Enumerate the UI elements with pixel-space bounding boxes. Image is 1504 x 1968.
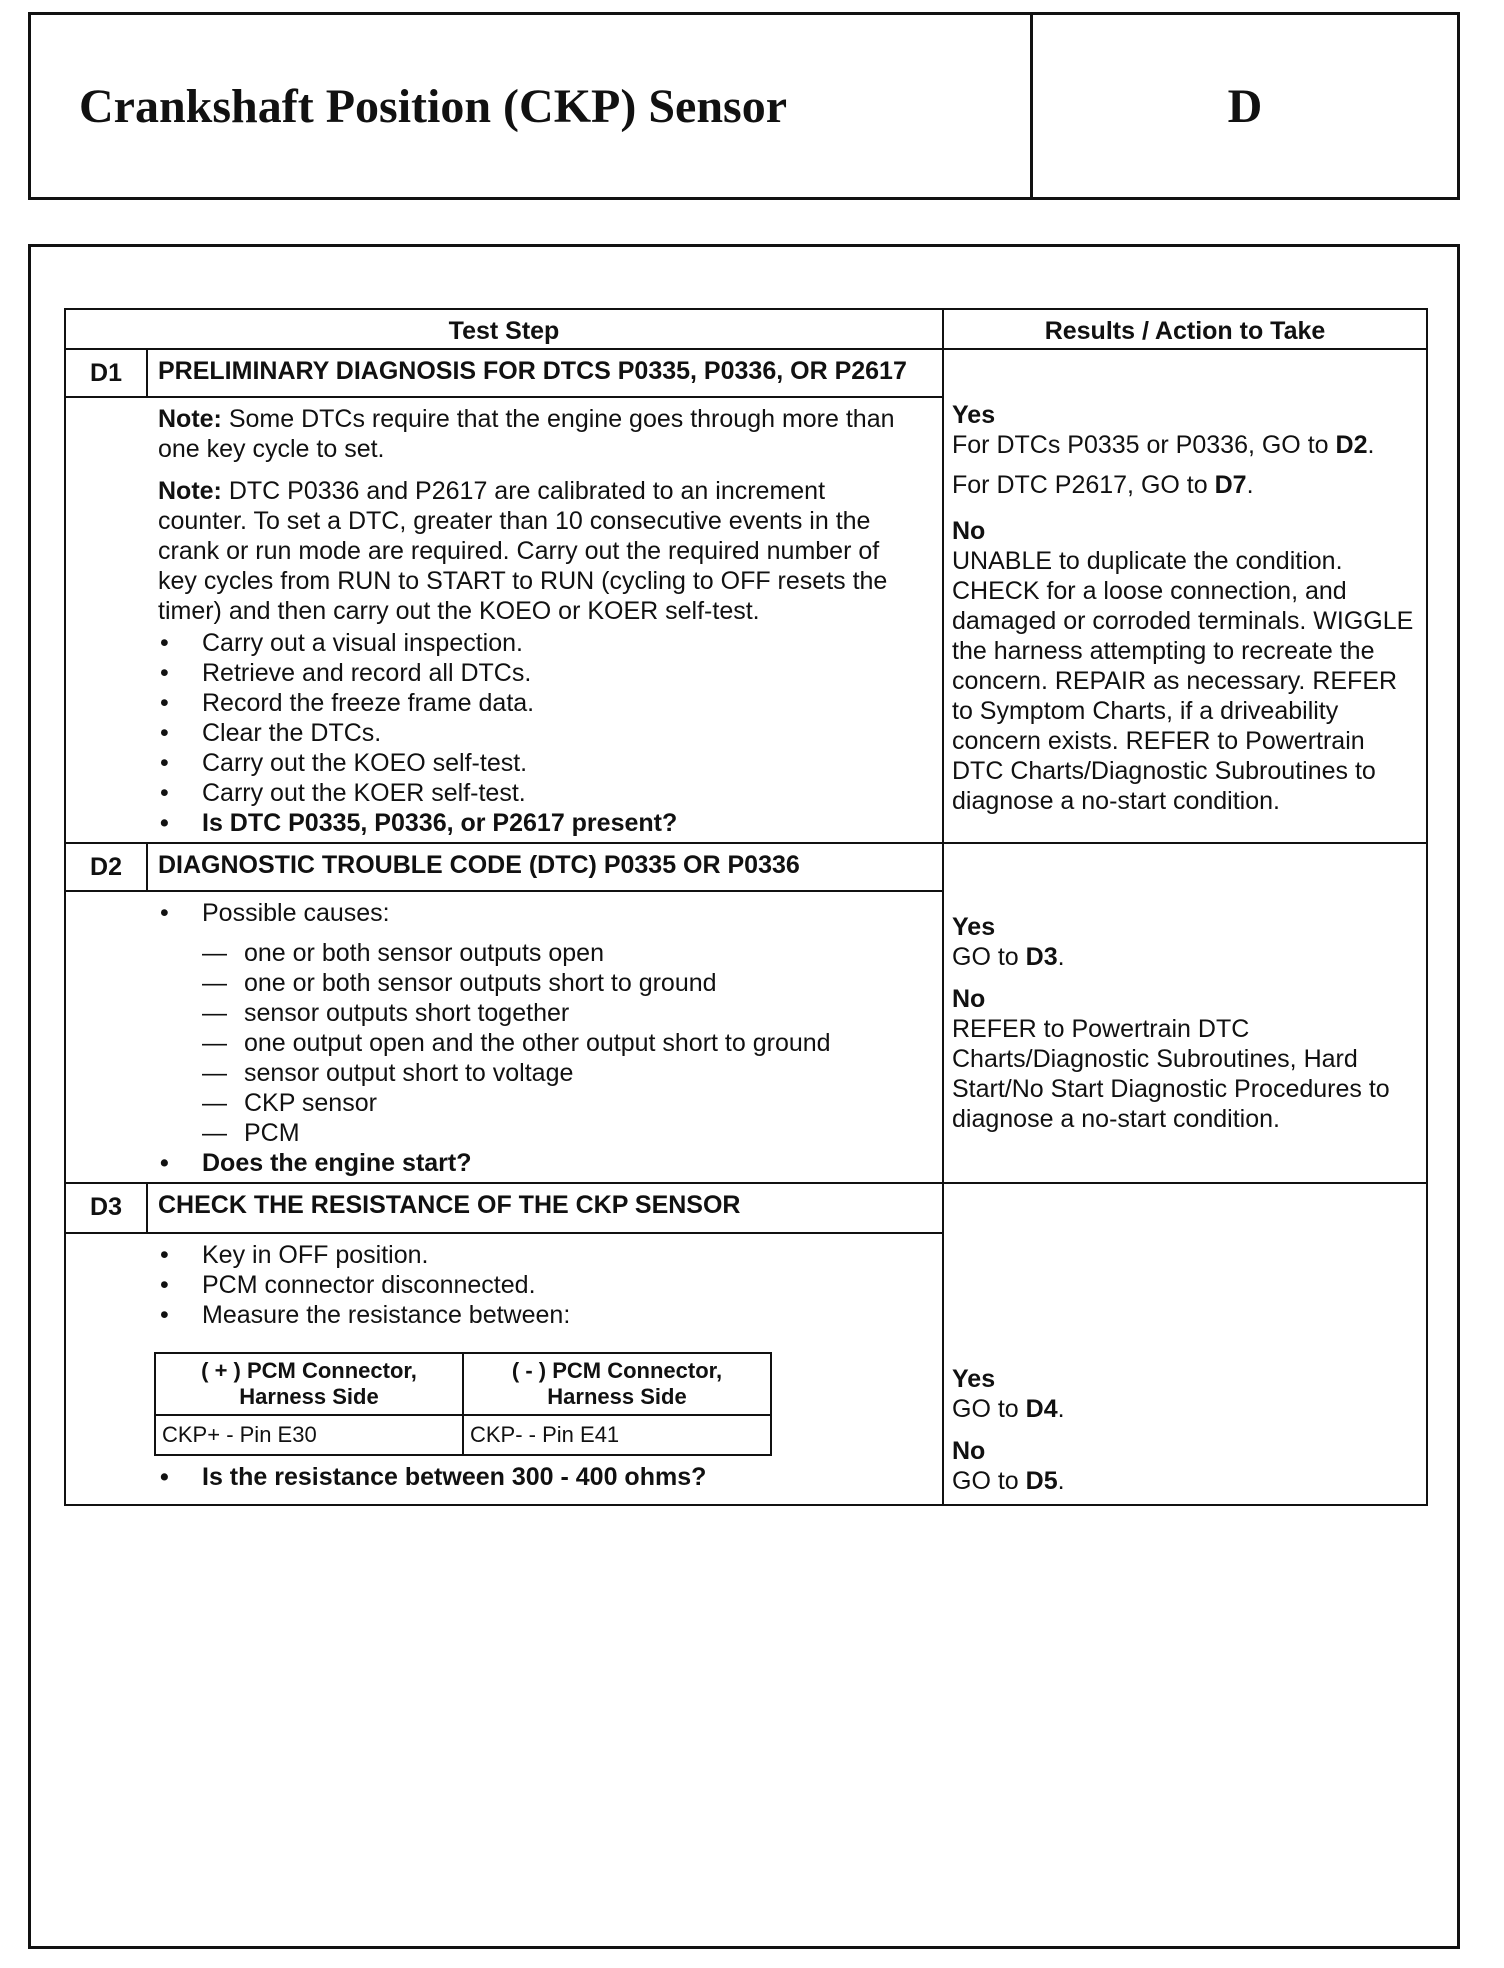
list-item: • Key in OFF position.: [158, 1240, 918, 1270]
list-item: • Carry out the KOER self-test.: [158, 778, 918, 808]
no-action: UNABLE to duplicate the condition. CHECK for a loose connection, and damaged or corroded terminals. WIGGLE the harness attempting to recreate the concern. REPAIR as necessary. REFER to Symptom Charts, if a driveability concern exists. REFER to Powertrain DTC Charts/Diagnostic Subroutines to diagnose a no-start condition.: [952, 547, 1414, 815]
step-title-d3: CHECK THE RESISTANCE OF THE CKP SENSOR: [147, 1183, 943, 1233]
no-label: No: [952, 1437, 986, 1465]
results-d1-no: [952, 516, 1418, 816]
yes-action: GO to D3.: [952, 943, 1065, 971]
step-ref-link: D4: [1025, 1395, 1058, 1423]
section-letter-cell: [1033, 15, 1457, 197]
step-question: • Is DTC P0335, P0336, or P2617 present?: [158, 808, 918, 838]
step-question: • Is the resistance between 300 - 400 ohms?: [158, 1462, 918, 1492]
step-d1-title-row: [65, 349, 1427, 397]
results-d3-no: [952, 1436, 1418, 1496]
no-action: GO to D5.: [952, 1467, 1065, 1495]
title-box: [28, 12, 1460, 200]
list-item: • Carry out the KOEO self-test.: [158, 748, 918, 778]
measurement-negative-pin: CKP- - Pin E41: [463, 1415, 771, 1455]
measurement-table: [154, 1352, 772, 1456]
results-d2-no: [952, 984, 1418, 1134]
step-body-d2: [65, 891, 943, 1183]
measurement-row: [155, 1415, 771, 1455]
step-id-d1: D1: [65, 349, 147, 397]
column-header-test-step: Test Step: [65, 309, 943, 349]
results-d1: [943, 349, 1427, 843]
step-ref-link: D2: [1335, 431, 1368, 459]
step-question: • Does the engine start?: [158, 1148, 918, 1178]
no-label: No: [952, 985, 986, 1013]
section-letter: D: [1227, 79, 1263, 133]
causes-list: [158, 898, 918, 1178]
measurement-header-row: [155, 1353, 771, 1415]
list-item: — one or both sensor outputs open: [202, 938, 918, 968]
page-title: Crankshaft Position (CKP) Sensor: [79, 79, 788, 133]
step-d3-title-row: [65, 1183, 1427, 1233]
list-item: • Retrieve and record all DTCs.: [158, 658, 918, 688]
results-d2: [943, 843, 1427, 1183]
results-d2-yes: [952, 912, 1418, 972]
list-item: — one output open and the other output short to ground: [202, 1028, 918, 1058]
yes-action-2: For DTC P2617, GO to D7.: [952, 471, 1254, 499]
step-body-d3: [65, 1233, 943, 1505]
step-ref-link: D5: [1025, 1467, 1058, 1495]
no-action: REFER to Powertrain DTC Charts/Diagnostic Subroutines, Hard Start/No Start Diagnostic Procedures to diagnose a no-start condition.: [952, 1015, 1390, 1133]
step-body-d1: [65, 397, 943, 843]
results-d3-yes: [952, 1364, 1418, 1424]
measurement-header-positive: ( + ) PCM Connector, Harness Side: [155, 1353, 463, 1415]
list-item: • Record the freeze frame data.: [158, 688, 918, 718]
step-id-d2: D2: [65, 843, 147, 891]
column-header-results: Results / Action to Take: [943, 309, 1427, 349]
measurement-header-negative: ( - ) PCM Connector, Harness Side: [463, 1353, 771, 1415]
step-title-d2: DIAGNOSTIC TROUBLE CODE (DTC) P0335 OR P0336: [147, 843, 943, 891]
list-item: — sensor output short to voltage: [202, 1058, 918, 1088]
causes-sublist: [202, 938, 918, 1148]
causes-label: Possible causes:: [202, 899, 390, 927]
list-item: — one or both sensor outputs short to ground: [202, 968, 918, 998]
checklist: [158, 1240, 918, 1330]
list-item: [158, 898, 918, 1148]
checklist: [158, 1462, 918, 1492]
results-d1-yes: [952, 400, 1418, 500]
note: Note: DTC P0336 and P2617 are calibrated to an increment counter. To set a DTC, greater than 10 consecutive events in the crank or run mode are required. Carry out the required number of key cycles from RUN to START to RUN (cycling to OFF resets the timer) and then carry out the KOEO or KOER self-test.: [158, 477, 888, 625]
list-item: • PCM connector disconnected.: [158, 1270, 918, 1300]
list-item: — CKP sensor: [202, 1088, 918, 1118]
step-title-d1: PRELIMINARY DIAGNOSIS FOR DTCS P0335, P0336, OR P2617: [147, 349, 943, 397]
step-ref-link: D7: [1214, 471, 1247, 499]
step-d2-title-row: [65, 843, 1427, 891]
list-item: • Carry out a visual inspection.: [158, 628, 918, 658]
table-header-row: [65, 309, 1427, 349]
list-item: • Measure the resistance between:: [158, 1300, 918, 1330]
diagnostic-table: [64, 308, 1428, 1506]
yes-label: Yes: [952, 1365, 996, 1393]
step-ref-link: D3: [1025, 943, 1058, 971]
list-item: — sensor outputs short together: [202, 998, 918, 1028]
yes-label: Yes: [952, 401, 996, 429]
list-item: • Clear the DTCs.: [158, 718, 918, 748]
step-id-d3: D3: [65, 1183, 147, 1233]
checklist: [158, 628, 918, 838]
no-label: No: [952, 517, 986, 545]
yes-label: Yes: [952, 913, 996, 941]
note: Note: Some DTCs require that the engine goes through more than one key cycle to set.: [158, 405, 895, 463]
measurement-positive-pin: CKP+ - Pin E30: [155, 1415, 463, 1455]
list-item: — PCM: [202, 1118, 918, 1148]
yes-action: GO to D4.: [952, 1395, 1065, 1423]
title-cell: [31, 15, 1033, 197]
yes-action-1: For DTCs P0335 or P0336, GO to D2.: [952, 431, 1375, 459]
results-d3: [943, 1183, 1427, 1505]
